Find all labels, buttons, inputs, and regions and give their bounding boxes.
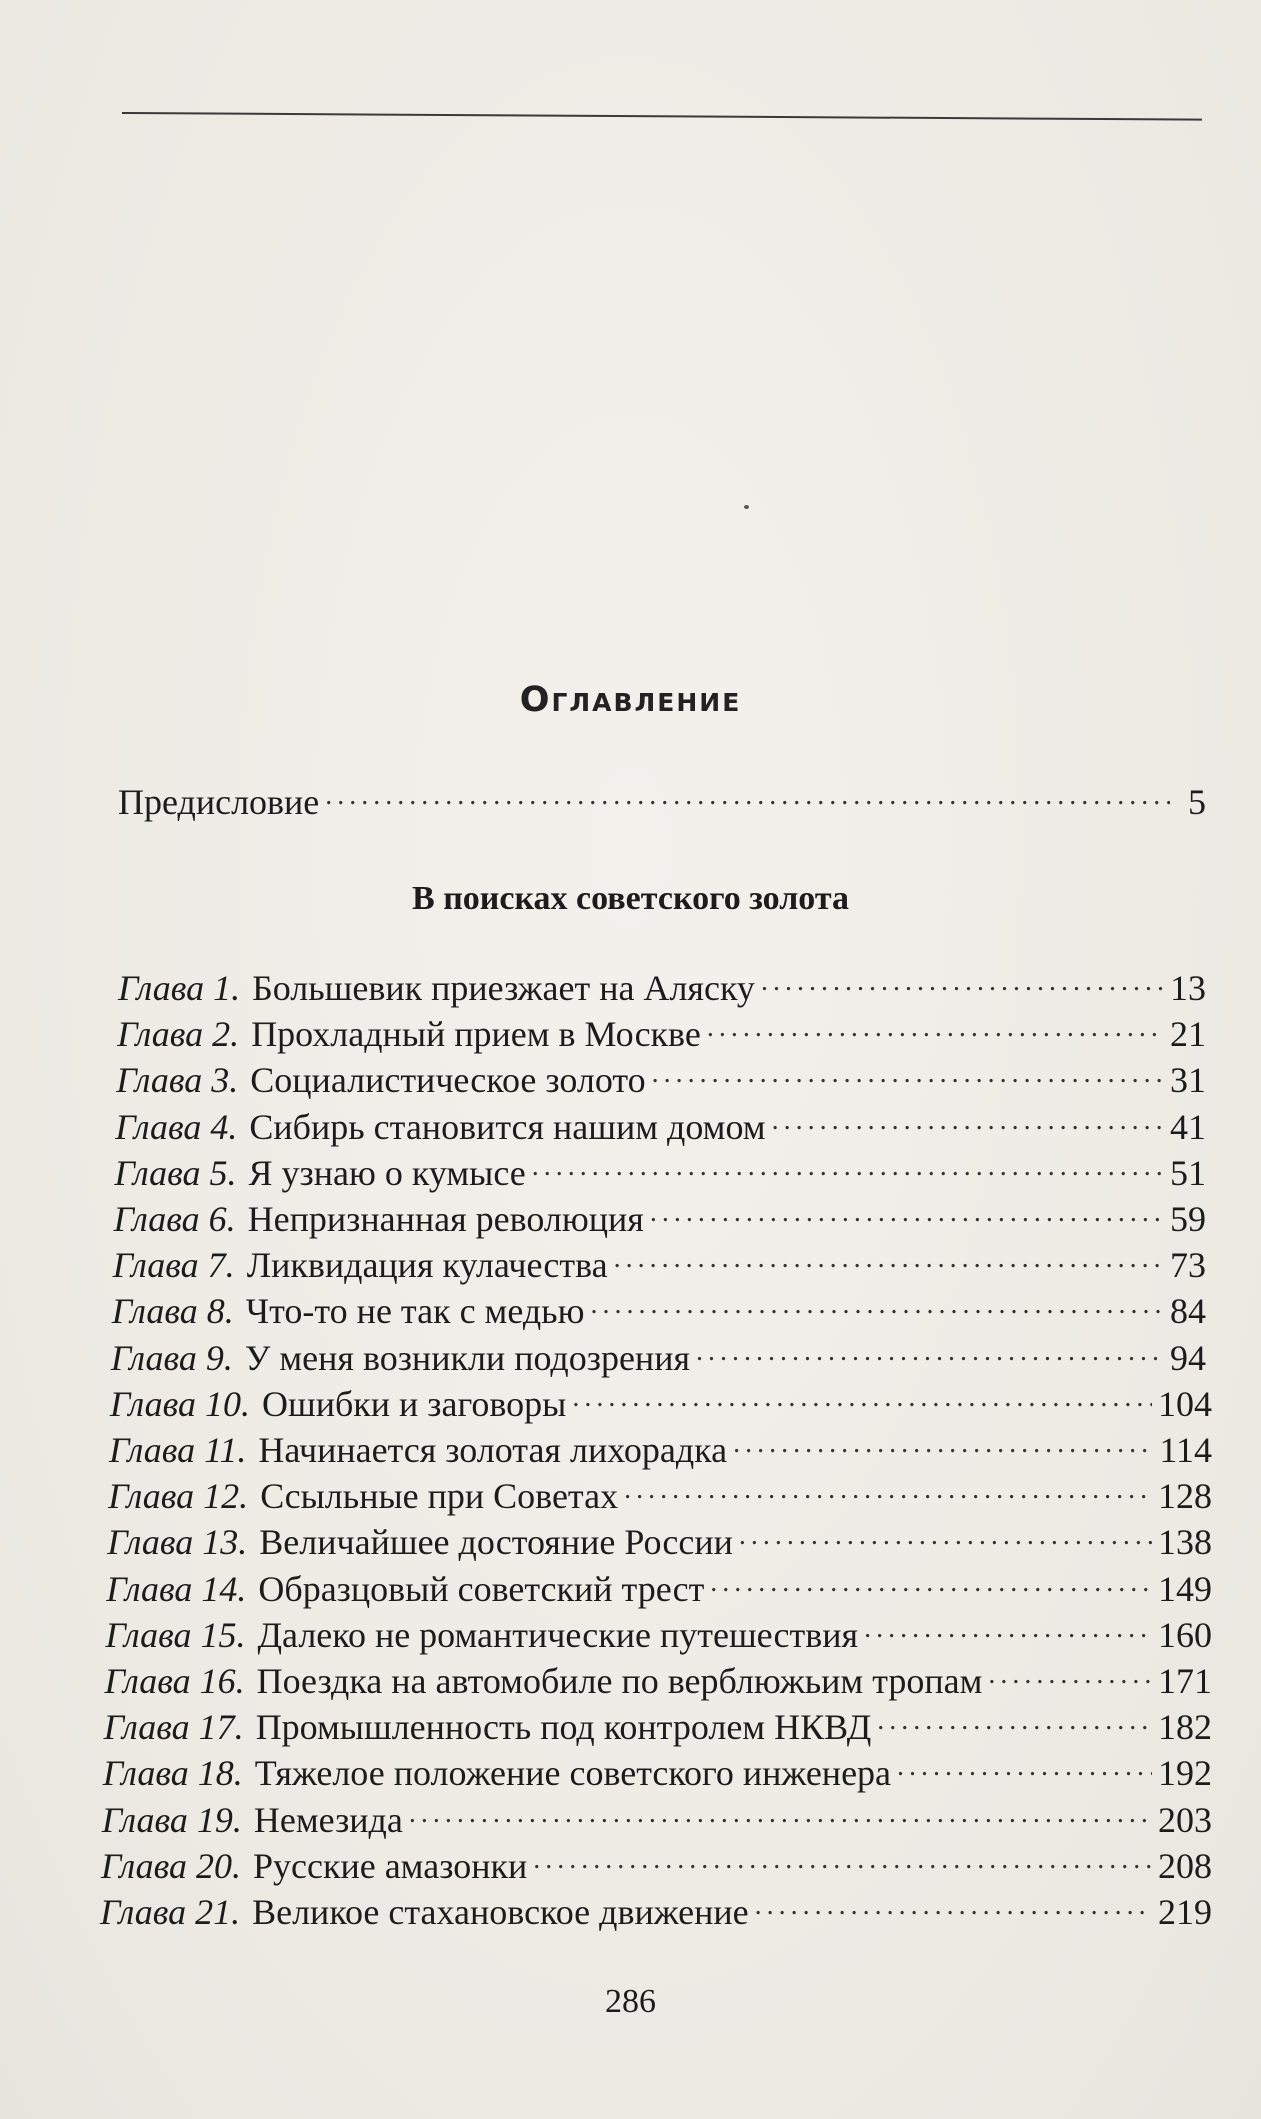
dot-leader [772, 1103, 1164, 1139]
chapter-title: Непризнанная революция [247, 1199, 644, 1239]
chapter-label: Глава 19. [101, 1799, 242, 1840]
toc-title: Оглавление [519, 680, 742, 720]
dot-leader [572, 1380, 1152, 1416]
chapter-label: Глава 15. [105, 1614, 246, 1655]
dot-leader [325, 778, 1170, 814]
toc-entry-chapter [105, 1657, 1213, 1699]
chapter-page: 138 [1157, 1522, 1212, 1563]
chapter-title: Поездка на автомобиле по верблюжьим тропам [256, 1661, 983, 1701]
chapter-title: Промышленность под контролем НКВД [255, 1707, 872, 1748]
chapter-page: 59 [1170, 1199, 1206, 1239]
chapter-page: 171 [1158, 1661, 1212, 1701]
chapter-label: Глава 2. [117, 1014, 240, 1055]
chapter-label: Глава 10. [109, 1383, 250, 1424]
chapter-page: 41 [1169, 1106, 1206, 1147]
dot-leader [710, 1565, 1152, 1601]
dot-leader [988, 1657, 1152, 1693]
dot-leader [877, 1703, 1152, 1739]
chapter-page: 182 [1157, 1707, 1212, 1748]
chapter-title: Ошибки и заговоры [261, 1383, 567, 1424]
chapter-label: Глава 14. [106, 1568, 247, 1609]
chapter-title: Начинается золотая лихорадка [258, 1430, 728, 1470]
chapter-page: 94 [1169, 1337, 1206, 1378]
chapter-label: Глава 13. [107, 1522, 248, 1563]
chapter-title: Немезида [253, 1799, 403, 1840]
chapter-title: Великое стахановское движение [252, 1892, 749, 1932]
chapter-label: Глава 7. [112, 1245, 235, 1286]
toc-entry-chapter [105, 1611, 1212, 1653]
chapter-page: 114 [1159, 1430, 1212, 1470]
chapter-label: Глава 16. [104, 1661, 245, 1701]
toc-entry-chapter [118, 964, 1206, 1006]
chapter-page: 128 [1157, 1476, 1212, 1517]
dot-leader [761, 964, 1164, 1000]
toc-entry-chapter [102, 1796, 1212, 1838]
dot-leader [533, 1842, 1152, 1878]
chapter-label: Глава 21. [100, 1892, 241, 1932]
dot-leader [624, 1472, 1152, 1508]
chapter-title: Я узнаю о кумысе [248, 1152, 526, 1193]
chapter-page: 149 [1157, 1568, 1212, 1609]
chapter-label: Глава 20. [100, 1845, 241, 1886]
dot-leader [707, 1010, 1164, 1046]
toc-entry-chapter [109, 1426, 1212, 1468]
chapter-page: 51 [1169, 1152, 1206, 1193]
top-rule [122, 112, 1202, 121]
chapter-label: Глава 1. [118, 968, 241, 1008]
section-heading: В пoисках советского золота [412, 880, 849, 917]
toc-entry-chapter [111, 1287, 1206, 1332]
toc-entry-chapter [110, 1380, 1212, 1422]
toc-entry-chapter [106, 1565, 1212, 1607]
chapter-label: Глава 11. [109, 1430, 247, 1470]
chapter-label: Глава 8. [111, 1291, 234, 1332]
paper-speck [744, 505, 749, 509]
chapter-title: Прохладный прием в Москве [251, 1014, 701, 1055]
chapter-label: Глава 9. [110, 1337, 233, 1378]
chapter-label: Глава 6. [113, 1199, 236, 1239]
chapter-label: Глава 4. [115, 1106, 238, 1147]
chapter-title: Русские амазонки [252, 1845, 528, 1886]
toc-entry-chapter [114, 1195, 1207, 1237]
dot-leader [409, 1796, 1152, 1832]
toc-entry-chapter [115, 1103, 1206, 1145]
chapter-page: 13 [1170, 968, 1206, 1008]
toc-entry-chapter [102, 1749, 1212, 1794]
chapter-page: 219 [1158, 1892, 1212, 1932]
dot-leader [864, 1611, 1152, 1647]
chapter-page: 192 [1157, 1753, 1212, 1794]
toc-entry-chapter [100, 1888, 1212, 1930]
dot-leader [590, 1287, 1164, 1323]
toc-entry-chapter [107, 1518, 1212, 1563]
toc-entry-chapter [108, 1472, 1212, 1517]
toc-entry-page: 5 [1188, 782, 1206, 822]
chapter-title: Большевик приезжает на Аляску [252, 968, 755, 1008]
chapter-title: Образцовый советский трест [258, 1568, 705, 1609]
chapter-title: Сибирь становится нашим домом [249, 1106, 766, 1147]
chapter-label: Глава 18. [102, 1753, 243, 1794]
toc-entry-chapter [111, 1334, 1206, 1376]
chapter-page: 208 [1157, 1845, 1212, 1886]
toc-entry-preface [118, 778, 1206, 820]
dot-leader [897, 1749, 1152, 1785]
dot-leader [739, 1518, 1152, 1554]
chapter-title: Величайшее достояние России [259, 1522, 733, 1563]
dot-leader [696, 1334, 1164, 1370]
dot-leader [614, 1241, 1164, 1277]
chapter-page: 21 [1169, 1014, 1206, 1055]
chapter-page: 104 [1157, 1383, 1212, 1424]
dot-leader [755, 1888, 1152, 1924]
toc-entry-chapter [112, 1241, 1206, 1286]
dot-leader [652, 1056, 1164, 1092]
toc-entry-chapter [117, 1010, 1206, 1055]
chapter-label: Глава 17. [103, 1707, 244, 1748]
chapter-page: 84 [1169, 1291, 1206, 1332]
chapter-label: Глава 12. [108, 1476, 249, 1517]
page-number: 286 [605, 1983, 656, 2020]
chapter-title: Что-то не так с медью [245, 1291, 585, 1332]
toc-entry-chapter [103, 1703, 1212, 1748]
toc-entry-title: Предисловие [118, 782, 320, 822]
chapter-title: Тяжелое положение советского инженера [254, 1753, 892, 1794]
chapter-title: Ссыльные при Советах [260, 1476, 619, 1517]
dot-leader [733, 1426, 1153, 1462]
chapter-title: Далеко не романтические путешествия [257, 1614, 859, 1655]
chapter-label: Глава 5. [114, 1152, 237, 1193]
chapter-page: 203 [1157, 1799, 1212, 1840]
dot-leader [650, 1195, 1164, 1231]
chapter-page: 31 [1169, 1060, 1206, 1101]
chapter-title: Социалистическое золото [250, 1060, 646, 1101]
chapter-page: 160 [1157, 1614, 1212, 1655]
chapter-title: Ликвидация кулачества [246, 1245, 608, 1286]
toc-entry-chapter [101, 1842, 1212, 1884]
chapter-page: 73 [1169, 1245, 1206, 1286]
chapter-label: Глава 3. [116, 1060, 239, 1101]
chapter-title: У меня возникли подозрения [244, 1337, 691, 1378]
dot-leader [532, 1149, 1164, 1185]
toc-entry-chapter [116, 1056, 1206, 1101]
toc-entry-chapter [114, 1149, 1206, 1191]
